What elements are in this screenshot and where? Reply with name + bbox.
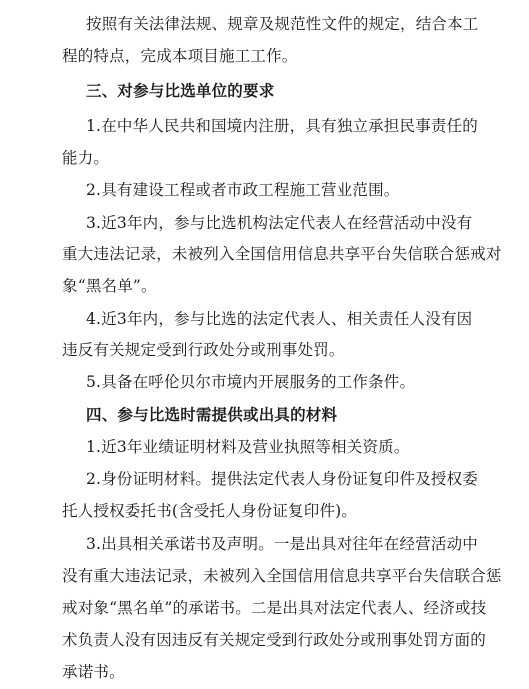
item-3-4-line-2: 违反有关规定受到行政处分或刑事处罚。 <box>62 341 345 359</box>
para-intro-line-2: 程的特点，完成本项目施工工作。 <box>62 47 298 65</box>
item-3-4-line-1: 4.近3年内，参与比选的法定代表人、相关责任人没有因 <box>86 310 473 328</box>
section-heading-4: 四、参与比选时需提供或出具的材料 <box>86 406 338 424</box>
item-4-3-line-2: 没有重大违法记录，未被列入全国信用信息共享平台失信联合惩 <box>62 567 502 585</box>
item-4-2-line-2: 托人授权委托书(含受托人身份证复印件)。 <box>62 502 358 520</box>
item-3-5: 5.具备在呼伦贝尔市境内开展服务的工作条件。 <box>86 373 416 391</box>
item-3-2: 2.具有建设工程或者市政工程施工营业范围。 <box>86 181 400 199</box>
item-4-3-line-1: 3.出具相关承诺书及声明。一是出具对往年在经营活动中 <box>86 535 478 553</box>
item-3-1-line-2: 能力。 <box>62 149 110 167</box>
item-3-3-line-1: 3.近3年内，参与比选机构法定代表人在经营活动中没有 <box>86 214 473 232</box>
item-3-3-line-3: 象“黑名单”。 <box>62 277 157 295</box>
item-4-3-line-5: 承诺书。 <box>62 663 125 681</box>
section-heading-3: 三、对参与比选单位的要求 <box>86 82 275 100</box>
item-4-3-line-4: 术负责人没有因违反有关规定受到行政处分或刑事处罚方面的 <box>62 631 486 649</box>
item-4-1: 1.近3年业绩证明材料及营业执照等相关资质。 <box>86 438 410 456</box>
para-intro-line-1: 按照有关法律法规、规章及规范性文件的规定，结合本工 <box>86 15 479 33</box>
item-4-3-line-3: 戒对象“黑名单”的承诺书。二是出具对法定代表人、经济或技 <box>62 599 487 617</box>
item-3-1-line-1: 1.在中华人民共和国境内注册，具有独立承担民事责任的 <box>86 117 478 135</box>
item-3-3-line-2: 重大违法记录，未被列入全国信用信息共享平台失信联合惩戒对 <box>62 245 502 263</box>
item-4-2-line-1: 2.身份证明材料。提供法定代表人身份证复印件及授权委 <box>86 470 478 488</box>
